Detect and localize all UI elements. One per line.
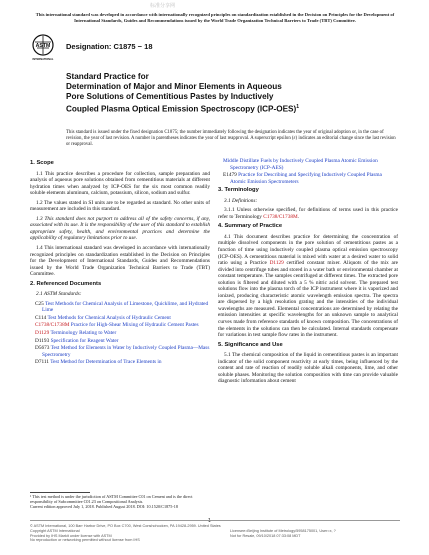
footnotes (30, 494, 210, 510)
paragraph-1-1: 1.1 This practice describes a procedure for collection, sample preparation and analysis of aqueous pore solutions obtained from cementitious materials at different hydration times when analyzed by ICP-OES for the six most common readily soluble elements aluminum, calcium, potassium, silicon, sodium and sulfur. (30, 170, 210, 197)
logo-subtext: INTERNATIONAL (32, 58, 54, 61)
title-line-3: Pore Solutions of Cementitious Pastes by Inductively (66, 92, 274, 101)
paragraph-2-1: 2.1 ASTM Standards: (36, 291, 82, 298)
footnote-1: ¹ This test method is under the jurisdiction of ASTM Committee C01 on Cement and is the direct responsibility of Subcommittee C01.23 on Compositional Analysis. (30, 494, 193, 505)
top-notice: This international standard was developed in accordance with internationally recognized principles on standardization established in the Decision on Principles for the Development of International Standards, Guides and Recommendations issued by the World Trade Organization Technical Barriers to Trade (TBT) Committee. (35, 12, 395, 23)
reference-item[interactable]: D7111 Test Method for Determination of Trace Elements in (35, 359, 162, 366)
paragraph-1-2: 1.2 The values stated in SI units are to be regarded as standard. No other units of measurement are included in this standard. (30, 199, 210, 213)
paragraph-3-1: 3.1 Definitions: (224, 197, 258, 204)
paragraph-4-1: 4.1 This document describes practice for determining the concentration of multiple dissolved components in the pore solution of cementitious pastes as a function of time using inductively coupled plasma optical emission spectroscopy (ICP-OES). A cementitious material is mixed with water at a desired water to solid ratio using a Practice D1129 certified constant mixer. Aliquots of the mix are divided into centrifuge tubes and stored in a water bath or environmental chamber at constant temperature. The samples centrifuged at different times. The extracted pore solution is filtered and diluted with a 5 % nitric acid solvent. The prepared test solutions flow into the plasma torch of the ICP instrument where it is vaporized and ionized, producing characteristic atomic wavelength emission spectra. The spectra are dispersed by a high resolution grating and the intensities of the individual wavelengths are measured. Elemental concentrations are determined by relating the emission intensities at specific wavelengths for an unknown sample to analytical curves made from reference standards of known composition. The concentrations of the elements in the solutions can then be calculated. Internal standards compensate for variations in test sample flow rates in the instrument. (218, 233, 398, 339)
practice-link[interactable]: D1129 (269, 260, 284, 267)
title-line-2: Determination of Major and Minor Elements in Aqueous (66, 82, 282, 91)
astm-logo (30, 34, 56, 62)
reference-continued[interactable]: Middle Distillate Fuels by Inductively Coupled Plasma Atomic Emission Spectrometry (ICP-AES) (223, 158, 378, 171)
right-column (218, 158, 398, 388)
designation: Designation: C1875 − 18 (66, 42, 153, 51)
reference-item[interactable]: C25 Test Methods for Chemical Analysis of Limestone, Quicklime, and Hydrated Lime (35, 300, 209, 314)
footer-licensee: Licensee=Beijing Institute of Metrology/5958175001, User=x, ? (230, 528, 336, 533)
paragraph-1-3: 1.3 This standard does not purport to address all of the safety concerns, if any, associated with its use. It is the responsibility of the user of this standard to establish appropriate safety, health, and environmental practices and determine the applicability of regulatory limitations prior to use. (30, 215, 210, 242)
astm-logo-icon (30, 34, 56, 62)
footer-right (230, 524, 400, 538)
standard-note: This standard is issued under the fixed designation C1875; the number immediately following the designation indicates the year of original adoption or, in the case of revision, the year of last revision. A number in parentheses indicates the year of last reapproval. A superscript epsilon (ε) indicates an editorial change since the last revision or reapproval. (66, 130, 396, 147)
document-title (66, 72, 396, 115)
paragraph-5-1: 5.1 The chemical composition of the liquid in cementitious pastes is an important indicator of the solid component reactivity at early times, being influenced by the content and rate of reaction of readily soluble alkali components, lime, and other soluble phases. Monitoring the solution composition with time can provide valuable diagnostic information about cement (218, 352, 398, 385)
paragraph-1-4: 1.4 This international standard was developed in accordance with internationally recognized principles on standardization established in the Decision on Principles for the Development of International Standards, Guides and Recommendations issued by the World Trade Organization Technical Barriers to Trade (TBT) Committee. (30, 245, 210, 278)
reference-item[interactable]: E1479 Practice for Describing and Specifying Inductively Coupled Plasma Atomic Emission Spectrometers (223, 172, 382, 185)
footer-line-3: Provided by IHS Markit under license with ASTM (30, 533, 112, 538)
section-1-heading: 1. Scope (30, 160, 54, 166)
reference-item[interactable]: C114 Test Methods for Chemical Analysis of Hydraulic Cement (35, 314, 171, 321)
paragraph-3-1-1: 3.1.1 Unless otherwise specified, for definitions of terms used in this practice refer to Terminology C1738/C1738M. (218, 207, 398, 220)
title-line-1: Standard Practice for (66, 72, 149, 81)
section-3-heading: 3. Terminology (218, 187, 259, 194)
page-number: 1 (208, 518, 211, 524)
footer-copyright: © ASTM International, 100 Barr Harbor Drive, PO Box C700, West Conshohocken, PA 19428-2959. United States (30, 524, 221, 528)
section-4-heading: 4. Summary of Practice (218, 223, 283, 230)
reference-item[interactable]: D1129 Terminology Relating to Water (35, 330, 117, 337)
footnote-2: Current edition approved July 1, 2018. Published August 2018. DOI: 10.1520/C1875-18 (30, 504, 178, 510)
reference-item[interactable]: C1738/C1738M Practice for High-Shear Mixing of Hydraulic Cement Pastes (35, 322, 199, 329)
reference-item[interactable]: D1193 Specification for Reagent Water (35, 337, 119, 344)
footer-divider (30, 520, 400, 521)
terminology-link[interactable]: C1738/C1738M (263, 213, 298, 220)
footnote-divider (30, 492, 90, 493)
left-column (30, 158, 210, 367)
reference-item[interactable]: D5673 Test Method for Elements in Water by Inductively Coupled Plasma—Mass Spectrometry (35, 345, 210, 358)
footer-line-2: Copyright ASTM International (30, 528, 80, 533)
footer-line-4: No reproduction or networking permitted without license from IHS (30, 538, 140, 543)
logo-text: ASTM (35, 43, 51, 49)
section-5-heading: 5. Significance and Use (218, 341, 283, 348)
title-line-4: Coupled Plasma Optical Emission Spectroscopy $(ICP-OES)^1$ (66, 104, 299, 114)
footer-resale: Not for Resale, 09/10/2018 07:33:08 MDT (230, 533, 301, 538)
section-2-heading: 2. Referenced Documents (30, 280, 102, 287)
watermark-text: 标准分享网 (150, 4, 176, 9)
